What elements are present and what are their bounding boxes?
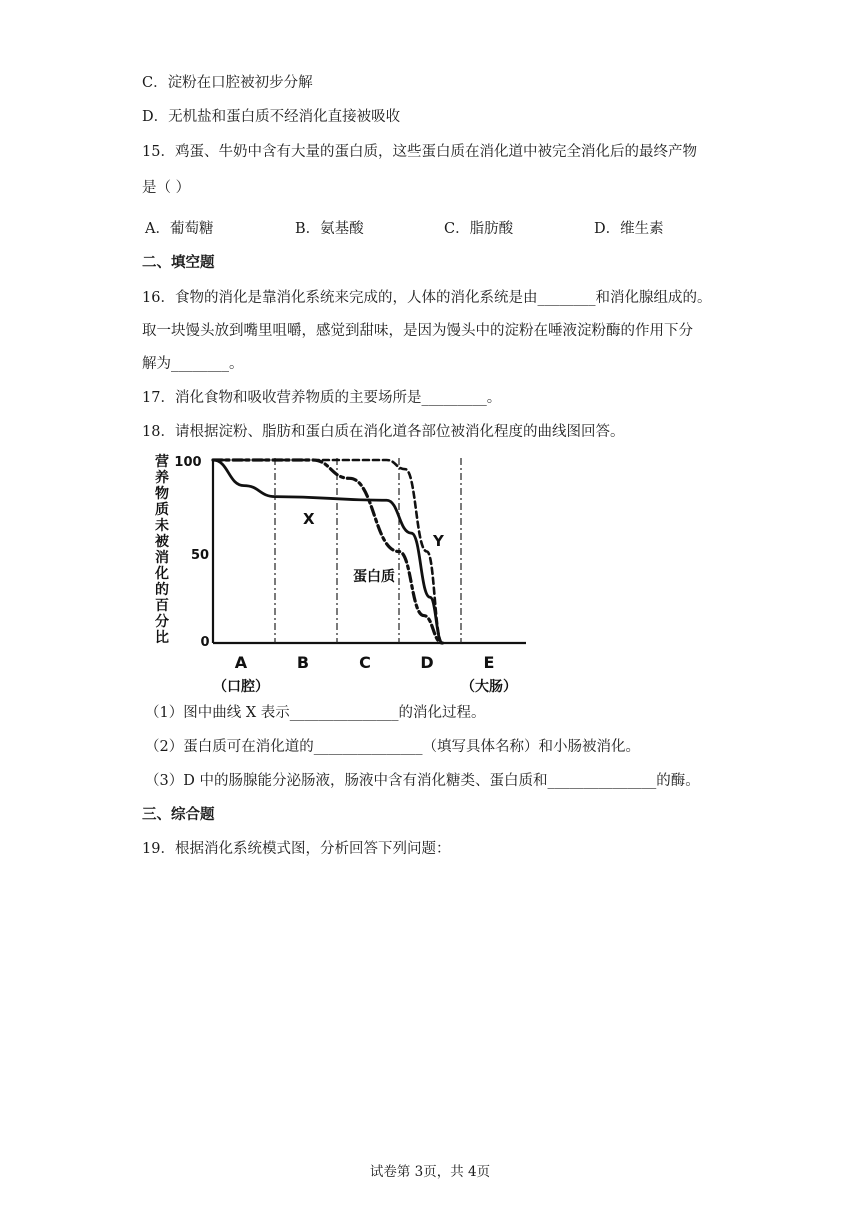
curve-label-y: Y bbox=[433, 532, 444, 550]
q15-line1: 15．鸡蛋、牛奶中含有大量的蛋白质，这些蛋白质在消化道中被完全消化后的最终产物 bbox=[142, 144, 697, 160]
optD14: D．无机盐和蛋白质不经消化直接被吸收 bbox=[142, 109, 401, 125]
q19: 19．根据消化系统模式图，分析回答下列问题： bbox=[142, 841, 451, 857]
y-axis-title-char: 百 bbox=[155, 598, 169, 614]
q15-option-b: B．氨基酸 bbox=[295, 221, 364, 237]
x-tick-note: （口腔） bbox=[213, 679, 269, 695]
y-axis-title-char: 质 bbox=[155, 502, 169, 518]
optC14: C．淀粉在口腔被初步分解 bbox=[142, 75, 313, 91]
y-tick-100: 100 bbox=[174, 455, 202, 470]
curve-label-protein: 蛋白质 bbox=[353, 569, 395, 585]
y-tick-0: 0 bbox=[200, 635, 210, 650]
q15-option-d: D．维生素 bbox=[594, 221, 664, 237]
curve-label-x: X bbox=[303, 510, 315, 528]
y-axis-title bbox=[154, 453, 170, 646]
q16-line2: 取一块馒头放到嘴里咀嚼，感觉到甜味，是因为馒头中的淀粉在唾液淀粉酶的作用下分 bbox=[142, 323, 693, 339]
q15-option-a: A．葡萄糖 bbox=[145, 221, 214, 237]
section-comprehensive: 三、综合题 bbox=[142, 806, 215, 823]
page-footer: 试卷第 3页，共 4页 bbox=[369, 1164, 491, 1180]
q18: 18．请根据淀粉、脂肪和蛋白质在消化道各部位被消化程度的曲线图回答。 bbox=[142, 424, 625, 440]
y-axis-title-char: 化 bbox=[155, 566, 169, 582]
q16-line1: 16．食物的消化是靠消化系统来完成的，人体的消化系统是由________和消化腺组成的。 bbox=[142, 290, 712, 306]
q18-sub3: （3）D 中的肠腺能分泌肠液，肠液中含有消化糖类、蛋白质和_______________的酶。 bbox=[145, 773, 700, 789]
x-tick-label: A bbox=[234, 653, 248, 672]
y-axis-title-char: 营 bbox=[155, 454, 169, 470]
q16-line3: 解为________。 bbox=[142, 356, 244, 372]
q15-option-c: C．脂肪酸 bbox=[444, 221, 514, 237]
x-tick-label: E bbox=[483, 653, 495, 672]
x-tick-note: （大肠） bbox=[461, 679, 517, 695]
y-axis-title-char: 养 bbox=[155, 470, 169, 486]
series-curve-X bbox=[213, 460, 442, 643]
y-tick-50: 50 bbox=[190, 548, 210, 563]
series-curve-蛋白质 bbox=[213, 460, 442, 643]
y-axis-title-char: 物 bbox=[155, 486, 169, 502]
y-axis-title-char: 比 bbox=[155, 630, 169, 646]
x-tick-label: D bbox=[420, 653, 434, 672]
series-curve-Y bbox=[213, 460, 442, 643]
y-axis-title-char: 的 bbox=[155, 582, 169, 598]
digestion-curve-chart bbox=[150, 448, 540, 698]
y-axis-title-char: 消 bbox=[155, 550, 169, 566]
y-axis-title-char: 被 bbox=[155, 534, 169, 550]
q15-line2: 是（ ） bbox=[142, 180, 191, 196]
y-axis-title-char: 未 bbox=[155, 518, 169, 534]
section-fill-blank: 二、填空题 bbox=[142, 254, 215, 271]
q18-sub1: （1）图中曲线 X 表示_______________的消化过程。 bbox=[145, 705, 486, 721]
x-tick-label: C bbox=[359, 653, 371, 672]
x-tick-label: B bbox=[296, 653, 310, 672]
y-axis-title-char: 分 bbox=[155, 614, 169, 630]
q18-sub2: （2）蛋白质可在消化道的_______________（填写具体名称）和小肠被消化。 bbox=[145, 739, 640, 755]
q17: 17．消化食物和吸收营养物质的主要场所是_________。 bbox=[142, 390, 502, 406]
